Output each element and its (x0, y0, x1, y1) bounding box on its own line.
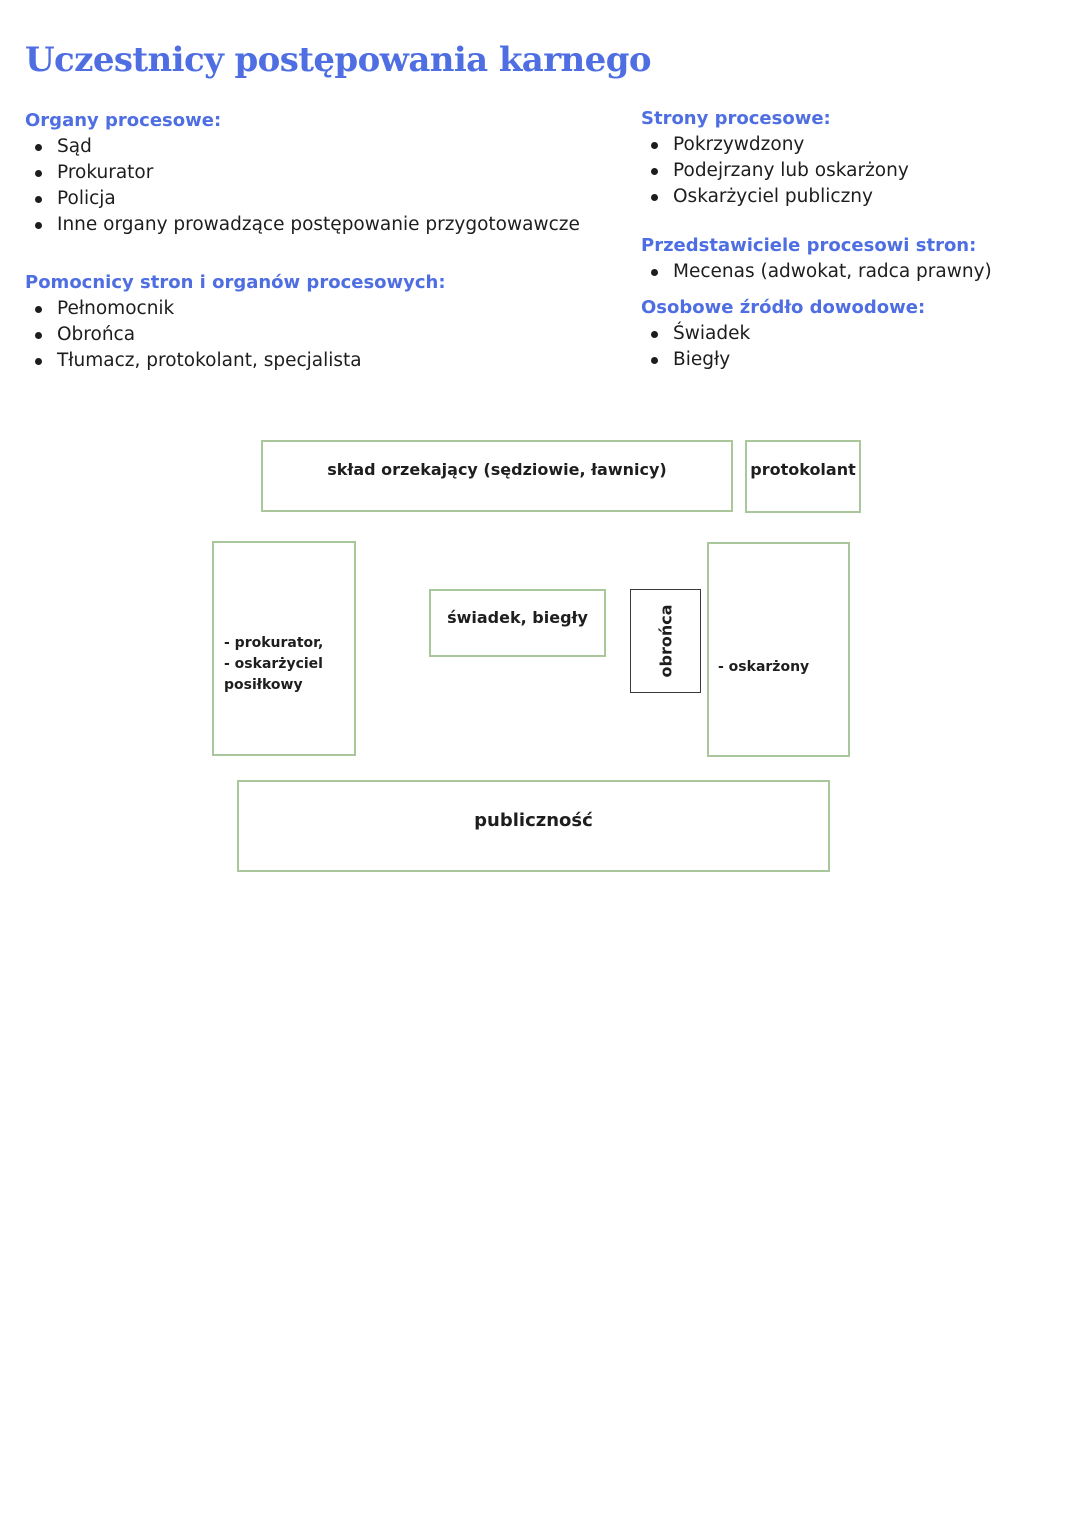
osobowe-list (641, 321, 925, 373)
przedstawiciele-section (641, 233, 992, 285)
pomocnicy-section (25, 270, 446, 374)
list-item: Policja (25, 186, 580, 212)
list-item: Pełnomocnik (25, 296, 446, 322)
list-item: Inne organy prowadzące postępowanie przygotowawcze (25, 212, 580, 238)
organy-heading: Organy procesowe: (25, 110, 222, 131)
organy-section (25, 108, 580, 238)
oskarzony-box (707, 542, 850, 757)
osobowe-heading: Osobowe źródło dowodowe: (641, 297, 926, 318)
list-item: Oskarżyciel publiczny (641, 184, 909, 210)
obronca-box (630, 589, 701, 693)
obronca-label: obrońca (656, 604, 675, 678)
list-item: Obrońca (25, 322, 446, 348)
oskarzyciel-line: - oskarżyciel (224, 656, 323, 672)
przedstawiciele-list (641, 259, 992, 285)
publicznosc-box (237, 780, 830, 872)
publicznosc-label: publiczność (474, 810, 593, 831)
list-item: Świadek (641, 321, 925, 347)
swiadek-box (429, 589, 606, 657)
list-item: Biegły (641, 347, 925, 373)
prokurator-line: - prokurator, (224, 635, 324, 651)
strony-heading: Strony procesowe: (641, 108, 831, 129)
osobowe-section (641, 295, 925, 373)
protokolant-label: protokolant (750, 460, 856, 479)
organy-list (25, 134, 580, 238)
swiadek-label: świadek, biegły (447, 608, 588, 627)
page-title: Uczestnicy postępowania karnego (25, 40, 651, 80)
sklad-orzekajacy-box (261, 440, 733, 512)
prokurator-box (212, 541, 356, 756)
protokolant-box (745, 440, 861, 513)
list-item: Tłumacz, protokolant, specjalista (25, 348, 446, 374)
list-item: Prokurator (25, 160, 580, 186)
strony-section (641, 106, 909, 210)
przedstawiciele-heading: Przedstawiciele procesowi stron: (641, 235, 977, 256)
prokurator-label (224, 633, 323, 696)
list-item: Pokrzywdzony (641, 132, 909, 158)
oskarzony-label: - oskarżony (718, 659, 810, 675)
pomocnicy-list (25, 296, 446, 374)
list-item: Sąd (25, 134, 580, 160)
list-item: Mecenas (adwokat, radca prawny) (641, 259, 992, 285)
strony-list (641, 132, 909, 210)
list-item: Podejrzany lub oskarżony (641, 158, 909, 184)
pomocnicy-heading: Pomocnicy stron i organów procesowych: (25, 272, 446, 293)
posilkowy-line: posiłkowy (224, 677, 303, 693)
sklad-orzekajacy-label: skład orzekający (sędziowie, ławnicy) (327, 460, 667, 479)
